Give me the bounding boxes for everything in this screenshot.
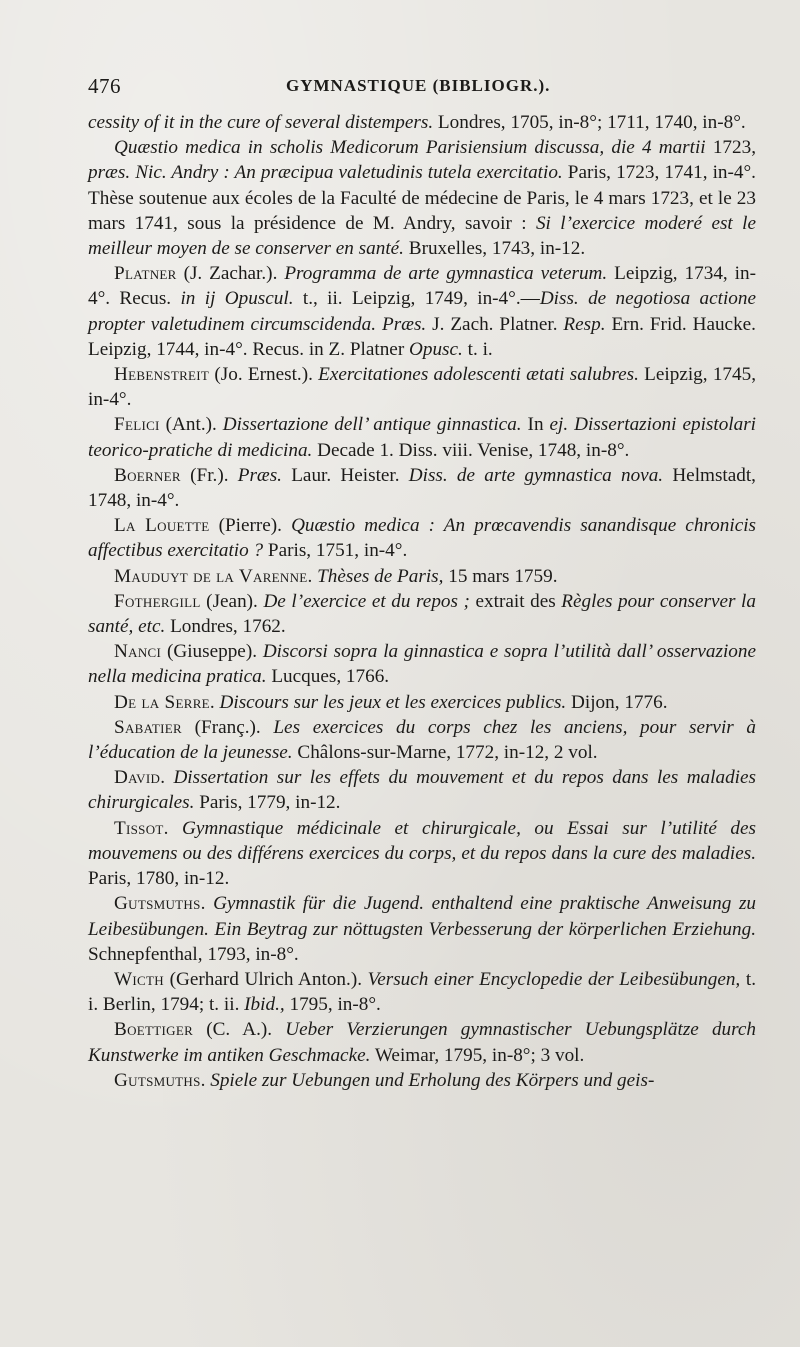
entry-text: 1795, in-8°. (284, 994, 381, 1016)
entry-text: t., ii. Leipzig, 1749, in-4°.— (293, 288, 540, 310)
bibliography-list (88, 110, 756, 1093)
entry-title-italic: Quæstio medica : An prœcavendis sanandisque chronicis affectibus exercitatio ? (88, 515, 757, 562)
entry-text: (Jo. Ernest.). (209, 364, 319, 386)
entry-text: J. Zach. Platner. (426, 313, 564, 335)
bibliography-entry (88, 715, 756, 765)
entry-text: Londres, 1762. (165, 616, 286, 638)
entry-title-italic: cessity of it in the cure of several distempers. (88, 112, 434, 133)
entry-title-italic: Thèses de Paris, (317, 565, 444, 587)
entry-title-italic: Præs. (237, 464, 282, 486)
entry-text: . (209, 691, 220, 713)
entry-text: Châlons-sur-Marne, 1772, in-12, 2 vol. (292, 742, 598, 764)
bibliography-entry (88, 589, 756, 639)
entry-title-italic: Spiele zur Uebungen und Erholung des Körpers und geis- (210, 1069, 655, 1091)
bibliography-entry (88, 261, 756, 362)
bibliography-entry (88, 362, 756, 412)
entry-title-italic: Gymnastik für die Jugend. enthaltend eine praktische Anweisung zu Leibesübungen. Ein Beytrag zur nöttugsten Verbesserung der körperlichen Erziehung. (88, 893, 757, 940)
entry-title-italic: De l’exercice et du repos ; (263, 590, 470, 612)
entry-text: 15 mars 1759. (443, 565, 558, 587)
entry-text: Helmstadt, 1748, in-4°. (88, 464, 756, 512)
entry-text: Bruxelles, 1743, in-12. (403, 238, 586, 260)
entry-title-italic: Les exercices du corps chez les anciens, pour servir à l’éducation de la jeunesse. (88, 716, 757, 764)
entry-text: (Jean). (200, 590, 264, 612)
entry-title-italic: Discours sur les jeux et les exercices publics. (219, 691, 567, 713)
entry-text: (Fr.). (180, 464, 238, 486)
entry-title-italic: Discorsi sopra la ginnastica e sopra l’utilità dall’ osservazione nella medicina pratica. (88, 641, 756, 688)
bibliography-entry (88, 891, 756, 967)
page-number: 476 (88, 74, 121, 98)
entry-text: (J. Zachar.). (176, 263, 285, 285)
entry-text: Weimar, 1795, in-8°; 3 vol. (370, 1044, 585, 1066)
entry-text: In (521, 414, 550, 436)
entry-title-italic: Dissertazione dell’ antique ginnastica. (222, 414, 522, 436)
entry-title-italic: Gymnastique médicinale et chirurgicale, ou Essai sur l’utilité des mouvemens ou des différens exercices du corps, et du repos dans la cure des maladies. (88, 817, 756, 864)
entry-text: (C. A.). (193, 1019, 286, 1041)
entry-text: . (163, 817, 182, 839)
entry-author: Sabatier (114, 716, 182, 738)
entry-author: Wicth (114, 968, 164, 990)
entry-author: Gutsmuths (114, 893, 201, 915)
entry-text: t. i. (462, 338, 493, 360)
entry-title-italic: Si l’exercice moderé est le meilleur moyen de se conserver en santé. (88, 212, 756, 260)
bibliography-entry (88, 135, 756, 261)
bibliography-entry (88, 690, 756, 715)
entry-author: Boettiger (114, 1019, 194, 1041)
entry-title-italic: in ij Opuscul. (180, 288, 294, 310)
running-title: GYMNASTIQUE (BIBLIOGR.). (286, 76, 551, 95)
entry-title-italic: ej. Dissertazioni epistolari teorico-pratiche di medicina. (88, 414, 757, 461)
entry-text: Londres, 1705, in-8°; 1711, 1740, in-8°. (433, 112, 746, 133)
entry-title-italic: præs. Nic. Andry : An præcipua valetudinis tutela exercitatio. (88, 162, 563, 184)
entry-text: Ern. Frid. Haucke. Leipzig, 1744, in-4°. Recus. in Z. Platner (88, 313, 756, 360)
bibliography-entry (88, 564, 756, 589)
entry-text: (Franç.). (181, 716, 274, 738)
entry-author: Platner (114, 263, 177, 285)
entry-author: Boerner (114, 464, 181, 486)
entry-text: . (307, 565, 318, 587)
bibliography-entry (88, 639, 756, 689)
entry-title-italic: Resp. (563, 313, 606, 335)
entry-text: . (200, 893, 214, 915)
bibliography-entry (88, 967, 756, 1017)
book-page (88, 74, 756, 1324)
entry-text: 1723, (705, 137, 756, 159)
entry-text: Decade 1. Diss. viii. Venise, 1748, in-8°. (312, 439, 630, 461)
entry-title-italic: Versuch einer Encyclopedie der Leibesübungen, (367, 968, 741, 990)
entry-text: Dijon, 1776. (566, 691, 668, 713)
entry-text: extrait des (469, 590, 562, 612)
entry-text: t. i. Berlin, 1794; t. ii. (88, 968, 756, 1016)
entry-title-italic: Exercitationes adolescenti ætati salubres. (318, 364, 639, 386)
entry-text: Paris, 1751, in-4°. (263, 540, 408, 562)
entry-text: Leipzig, 1734, in-4°. Recus. (88, 263, 756, 310)
entry-title-italic: Ueber Verzierungen gymnastischer Uebungsplätze durch Kunstwerke im antiken Geschmacke. (88, 1019, 756, 1066)
entry-text: Schnepfenthal, 1793, in-8°. (88, 943, 299, 965)
entry-title-italic: Ibid., (244, 994, 285, 1016)
entry-author: David (114, 767, 161, 789)
bibliography-entry (88, 412, 756, 462)
entry-author: De la Serre (114, 691, 210, 713)
entry-author: Fothergill (114, 590, 201, 612)
running-head (88, 74, 756, 106)
entry-title-italic: Règles pour conserver la santé, etc. (88, 590, 756, 638)
entry-text: Paris, 1780, in-12. (88, 868, 230, 890)
bibliography-entry (88, 765, 756, 815)
entry-text: Leipzig, 1745, in-4°. (88, 364, 756, 411)
entry-author: Mauduyt de la Varenne (114, 565, 308, 587)
entry-text: Laur. Heister. (281, 464, 409, 486)
entry-author: Nanci (114, 641, 162, 663)
entry-text: (Gerhard Ulrich Anton.). (163, 968, 368, 990)
entry-title-italic: Quæstio medica in scholis Medicorum Parisiensium discussa, die 4 martii (114, 137, 706, 159)
entry-text: (Pierre). (209, 515, 292, 537)
entry-text: (Giuseppe). (161, 641, 263, 663)
entry-author: Hebenstreit (114, 364, 210, 386)
bibliography-entry (88, 1017, 756, 1067)
entry-author: Gutsmuths (114, 1069, 201, 1091)
bibliography-entry (88, 513, 756, 563)
bibliography-entry (88, 816, 756, 892)
entry-title-italic: Programma de arte gymnastica veterum. (284, 263, 608, 285)
entry-continuation (88, 110, 756, 135)
entry-author: Felici (114, 414, 160, 436)
entry-text: Paris, 1723, 1741, in-4°. Thèse soutenue aux écoles de la Faculté de médecine de Paris, le 4 mars 1723, et le 23 mars 1741, sous la présidence de M. Andry, savoir : (88, 162, 756, 234)
entry-author: Tissot (114, 817, 164, 839)
bibliography-entry (88, 463, 756, 513)
entry-title-italic: Dissertation sur les effets du mouvement et du repos dans les maladies chirurgicales. (88, 767, 756, 814)
entry-text: (Ant.). (159, 414, 223, 436)
entry-title-italic: Opusc. (409, 338, 463, 360)
entry-text: . (160, 767, 174, 789)
entry-title-italic: Diss. de negotiosa actione propter valetudinem circumscidenda. Præs. (88, 288, 756, 335)
entry-text: Paris, 1779, in-12. (194, 792, 341, 814)
entry-text: Lucques, 1766. (266, 666, 390, 688)
entry-title-italic: Diss. de arte gymnastica nova. (408, 464, 664, 486)
entry-author: La Louette (114, 515, 210, 537)
entry-text: . (200, 1069, 211, 1091)
bibliography-entry (88, 1068, 756, 1093)
